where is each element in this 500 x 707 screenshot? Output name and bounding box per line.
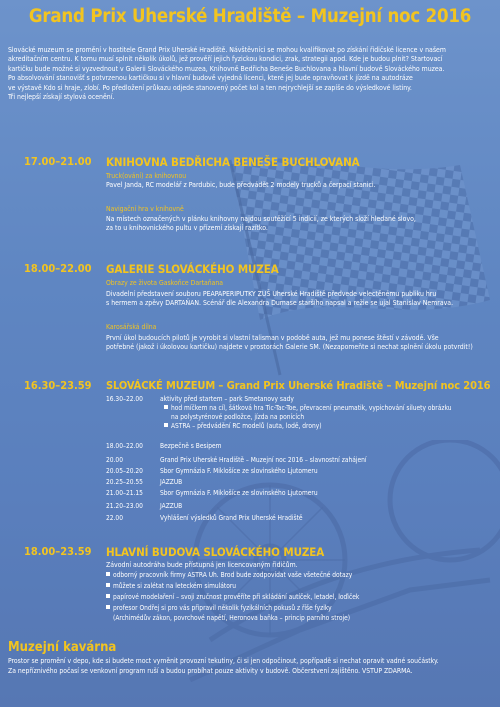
schedule-desc: Bezpečně s Besipem	[160, 442, 222, 450]
cafe-title: Muzejní kavárna	[8, 640, 117, 655]
section-venue: HLAVNÍ BUDOVA SLOVÁCKÉHO MUZEA	[106, 545, 325, 559]
bullet-icon	[106, 583, 110, 587]
schedule-time: 22.00	[106, 514, 123, 522]
activity-title: Obrazy ze života Gaskoňce Dartaňana	[106, 279, 224, 287]
bullet-text: papírové modelaření – svoji zručnost prověříte při skládání autíček, letadel, loďiček	[113, 593, 360, 601]
section-venue: KNIHOVNA BEDŘICHA BENEŠE BUCHLOVANA	[106, 155, 360, 169]
schedule-desc: Sbor Gymnázia F. Miklošíce ze slovinského Ljutomeru	[160, 489, 318, 497]
bullet-text: odborný pracovník firmy ASTRA Uh. Brod bude zodpovídat vaše všetečné dotazy	[113, 571, 353, 579]
activity-text: Pavel Janda, RC modelář z Pardubic, bude předvádět 2 modely trucků a čerpací stanici.	[106, 181, 376, 189]
bullet-text: můžete si zalétat na leteckém simulátoru	[113, 582, 237, 590]
schedule-desc: Vyhlášení výsledků Grand Prix Uherské Hradiště	[160, 514, 303, 522]
bullet-item	[106, 571, 352, 580]
intro-line: kartičku bude možné si vyzvednout v Galerii Slováckého muzea, Knihovně Bedřicha Beneše Buchlovana a hlavní budově Slováckého muzea.	[8, 64, 445, 73]
bullet-continuation: (Archimédův zákon, povrchové napětí, Heronova baňka – princip parního stroje)	[113, 614, 351, 622]
bullet-text: profesor Ondřej si pro vás připravil několik fyzikálních pokusů z říše fyziky	[113, 604, 332, 612]
activity-text: potřebné (jakož i úkolovou kartičku) najdete v prostorách Galerie SM. (Nezapomeňte si nechat splnění úkolu potvrdit!)	[106, 343, 473, 351]
page-title: Grand Prix Uherské Hradiště – Muzejní noc 2016	[28, 6, 472, 27]
schedule-time: 21.00–21.15	[106, 489, 143, 497]
section-time: 18.00–22.00	[24, 262, 92, 275]
activity-text: za to u knihovnického pultu v přízemí získají razítko.	[106, 224, 268, 232]
section-venue: GALERIE SLOVÁCKÉHO MUZEA	[106, 262, 279, 276]
bullet-item	[106, 604, 332, 613]
bullet-item	[164, 422, 322, 431]
intro-line: akreditačním centru. K tomu musí splnit několik úkolů, jež prověří jejich fyzickou kondici, zrak, strategii apod. Kde je budou plnit? Startovací	[8, 55, 443, 64]
schedule-desc: JAZZUB	[160, 478, 183, 486]
schedule-time: 16.30–22.00	[106, 395, 143, 403]
intro-line: Slovácké muzeum se promění v hostitele Grand Prix Uherské Hradiště. Návštěvníci se mohou kvalifikovat po získání řidičské licence v našem	[8, 46, 446, 54]
schedule-time: 20.05–20.20	[106, 467, 143, 475]
intro-line: Po absolvování stanovišť s potvrzenou kartičkou si v hlavní budově vyjedná licenci, které jej bude opravňovat k jízdě na autodráze	[8, 74, 413, 83]
activity-title: Truck(ování) za knihovnou	[106, 172, 187, 180]
bullet-text: hod míčkem na cíl, šátková hra Tic-Tac-Toe, převracení pneumatik, vypichování siluety obrázku	[171, 404, 452, 412]
intro-text	[8, 46, 494, 102]
cafe-text: Prostor se promění v depo, kde si budete moct vyměnit provozní tekutiny, či si jen odpočinout, popřípadě si nechat opravit vadné součástky.	[8, 657, 439, 665]
bullet-item	[106, 593, 359, 602]
bullet-icon	[106, 605, 110, 609]
section-venue: SLOVÁCKÉ MUZEUM – Grand Prix Uherské Hradiště – Muzejní noc 2016	[106, 379, 491, 392]
bullet-item	[106, 582, 236, 591]
activity-title: Navigační hra v knihovně	[106, 205, 184, 213]
bullet-icon	[164, 405, 168, 409]
bullet-icon	[106, 572, 110, 576]
section-lead: Závodní autodráha bude přístupná jen licencovaným řidičům.	[106, 561, 298, 569]
activity-text: Na místech označených v plánku knihovny najdou soutěžící 5 indicií, ze kterých složí hledané slovo,	[106, 215, 416, 223]
schedule-desc: Grand Prix Uherské Hradiště – Muzejní noc 2016 – slavnostní zahájení	[160, 456, 367, 464]
section-time: 18.00–23.59	[24, 545, 92, 558]
notice-text: Za nepříznivého počasí se venkovní program ruší a budou probíhat pouze aktivity v budově. Občerstvení zajištěno. VSTUP ZDARMA.	[8, 667, 413, 675]
bullet-icon	[106, 594, 110, 598]
schedule-time: 20.25–20.55	[106, 478, 143, 486]
schedule-time: 18.00–22.00	[106, 442, 143, 450]
bullet-icon	[164, 423, 168, 427]
activity-text: Divadelní představení souboru PEAPAPERIPUTKY ZUŠ Uherské Hradiště předvede velectěnému publiku hru	[106, 290, 437, 298]
section-time: 17.00–21.00	[24, 155, 92, 168]
intro-line: Tři nejlepší získají stylová ocenění.	[8, 93, 115, 102]
activity-title: Karosářská dílna	[106, 323, 157, 331]
activity-text: s hermem a zpěvy DARTAŇAN. Scénář dle Alexandra Dumase staršího napsal a režie se ujal Stanislav Nemrava.	[106, 299, 454, 307]
section-time: 16.30–23.59	[24, 379, 92, 392]
schedule-time: 21.20–23.00	[106, 502, 143, 510]
intro-line: ve výstavě Kdo si hraje, zlobí. Po předložení průkazu odjede stanovený počet kol a ten nejrychlejší se zapíše do výsledkové listiny.	[8, 83, 412, 92]
activity-text: První úkol budoucích pilotů je vyrobit si vlastní talisman v podobě auta, jež mu ponese štěstí v závodě. Vše	[106, 334, 439, 342]
schedule-time: 20.00	[106, 456, 123, 464]
bullet-text: ASTRA – předvádění RC modelů (auta, lodě, drony)	[171, 422, 322, 430]
bullet-continuation: na polystyrénové podložce, jízda na ponících	[171, 413, 305, 421]
bullet-item	[164, 404, 451, 413]
schedule-desc: Sbor Gymnázia F. Miklošíce ze slovinského Ljutomeru	[160, 467, 318, 475]
schedule-desc: JAZZUB	[160, 502, 183, 510]
schedule-desc: aktivity před startem – park Smetanovy sady	[160, 395, 294, 403]
